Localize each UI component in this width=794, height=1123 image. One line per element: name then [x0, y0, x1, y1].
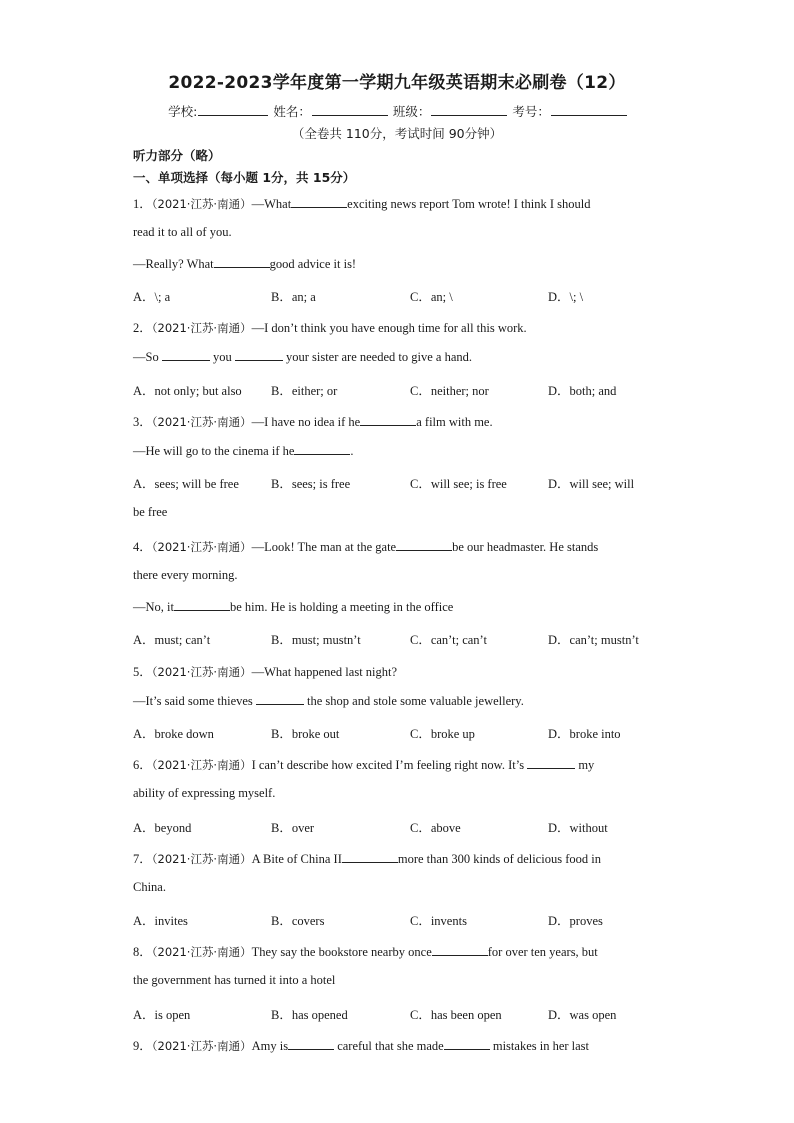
question-7: 7．（2021·江苏·南通）A Bite of China II more than 300 kinds of delicious food in [133, 852, 601, 866]
option-c[interactable]: C．an; \ [410, 290, 453, 304]
option-c[interactable]: C．above [410, 821, 461, 835]
question-4-cont: there every morning. [133, 568, 238, 582]
option-b[interactable]: B．covers [271, 914, 325, 928]
exam-note: （全卷共 110分，考试时间 90分钟） [291, 126, 503, 141]
option-d[interactable]: D．broke into [548, 727, 621, 741]
answer-blank [444, 1038, 490, 1050]
option-a[interactable]: A．broke down [133, 727, 214, 741]
option-c[interactable]: C．will see; is free [410, 477, 507, 491]
question-8: 8．（2021·江苏·南通）They say the bookstore nearby once for over ten years, but [133, 945, 598, 959]
question-9: 9．（2021·江苏·南通）Amy is careful that she made mistakes in her last [133, 1039, 590, 1053]
answer-blank [288, 1038, 334, 1050]
answer-blank [162, 349, 210, 361]
option-b[interactable]: B．has opened [271, 1008, 348, 1022]
class-blank[interactable] [431, 104, 507, 116]
question-5: 5．（2021·江苏·南通）—What happened last night? [133, 665, 398, 679]
option-d[interactable]: D．without [548, 821, 608, 835]
question-5-reply: —It’s said some thieves the shop and stole some valuable jewellery. [133, 694, 524, 708]
question-4-reply: —No, it be him. He is holding a meeting in the office [133, 600, 454, 614]
option-b[interactable]: B．over [271, 821, 315, 835]
school-blank[interactable] [198, 104, 268, 116]
question-3: 3．（2021·江苏·南通）—I have no idea if he a film with me. [133, 415, 493, 429]
option-a[interactable]: A．\; a [133, 290, 171, 304]
option-d[interactable]: D．will see; will [548, 477, 635, 491]
option-c[interactable]: C．has been open [410, 1008, 502, 1022]
question-8-cont: the government has turned it into a hotel [133, 973, 336, 987]
question-1-cont: read it to all of you. [133, 225, 232, 239]
answer-blank [235, 349, 283, 361]
option-d[interactable]: D．can’t; mustn’t [548, 633, 639, 647]
option-b[interactable]: B．an; a [271, 290, 316, 304]
class-label: 班级： [392, 104, 431, 119]
answer-blank [527, 757, 575, 769]
number-blank[interactable] [551, 104, 627, 116]
option-d[interactable]: D．\; \ [548, 290, 584, 304]
option-d[interactable]: D．proves [548, 914, 603, 928]
answer-blank [294, 443, 350, 455]
question-3-reply: —He will go to the cinema if he . [133, 444, 354, 458]
option-a[interactable]: A．beyond [133, 821, 192, 835]
answer-blank [360, 414, 416, 426]
question-7-cont: China. [133, 880, 166, 894]
answer-blank [291, 196, 347, 208]
answer-blank [396, 539, 452, 551]
option-d-wrap: be free [133, 505, 168, 519]
answer-blank [342, 851, 398, 863]
student-info-row [0, 102, 794, 120]
question-6: 6．（2021·江苏·南通）I can’t describe how excited I’m feeling right now. It’s my [133, 758, 595, 772]
option-a[interactable]: A．invites [133, 914, 188, 928]
answer-blank [432, 944, 488, 956]
question-2: 2．（2021·江苏·南通）—I don’t think you have enough time for all this work. [133, 321, 527, 335]
school-label: 学校: [168, 104, 198, 119]
option-b[interactable]: B．sees; is free [271, 477, 351, 491]
option-c[interactable]: C．broke up [410, 727, 475, 741]
listening-heading: 听力部分（略） [133, 148, 221, 163]
answer-blank [256, 693, 304, 705]
option-a[interactable]: A．is open [133, 1008, 191, 1022]
option-d[interactable]: D．was open [548, 1008, 617, 1022]
page-title: 2022-2023学年度第一学期九年级英语期末必刷卷（12） [168, 73, 626, 93]
answer-blank [174, 599, 230, 611]
option-a[interactable]: A．not only; but also [133, 384, 242, 398]
question-1-reply: —Really? What good advice it is! [133, 257, 357, 271]
number-label: 考号： [512, 104, 550, 119]
option-b[interactable]: B．either; or [271, 384, 338, 398]
name-blank[interactable] [312, 104, 388, 116]
answer-blank [214, 256, 270, 268]
question-6-cont: ability of expressing myself. [133, 786, 276, 800]
option-d[interactable]: D．both; and [548, 384, 617, 398]
section-heading: 一、单项选择（每小题 1分，共 15分） [133, 170, 356, 185]
option-b[interactable]: B．must; mustn’t [271, 633, 361, 647]
option-a[interactable]: A．sees; will be free [133, 477, 239, 491]
question-4: 4．（2021·江苏·南通）—Look! The man at the gate be our headmaster. He stands [133, 540, 599, 554]
question-1: 1．（2021·江苏·南通）—What exciting news report Tom wrote! I think I should [133, 197, 591, 211]
option-b[interactable]: B．broke out [271, 727, 340, 741]
option-c[interactable]: C．neither; nor [410, 384, 489, 398]
option-c[interactable]: C．can’t; can’t [410, 633, 487, 647]
option-c[interactable]: C．invents [410, 914, 467, 928]
question-2-reply: —So you your sister are needed to give a hand. [133, 350, 472, 364]
option-a[interactable]: A．must; can’t [133, 633, 211, 647]
name-label: 姓名： [273, 104, 311, 119]
